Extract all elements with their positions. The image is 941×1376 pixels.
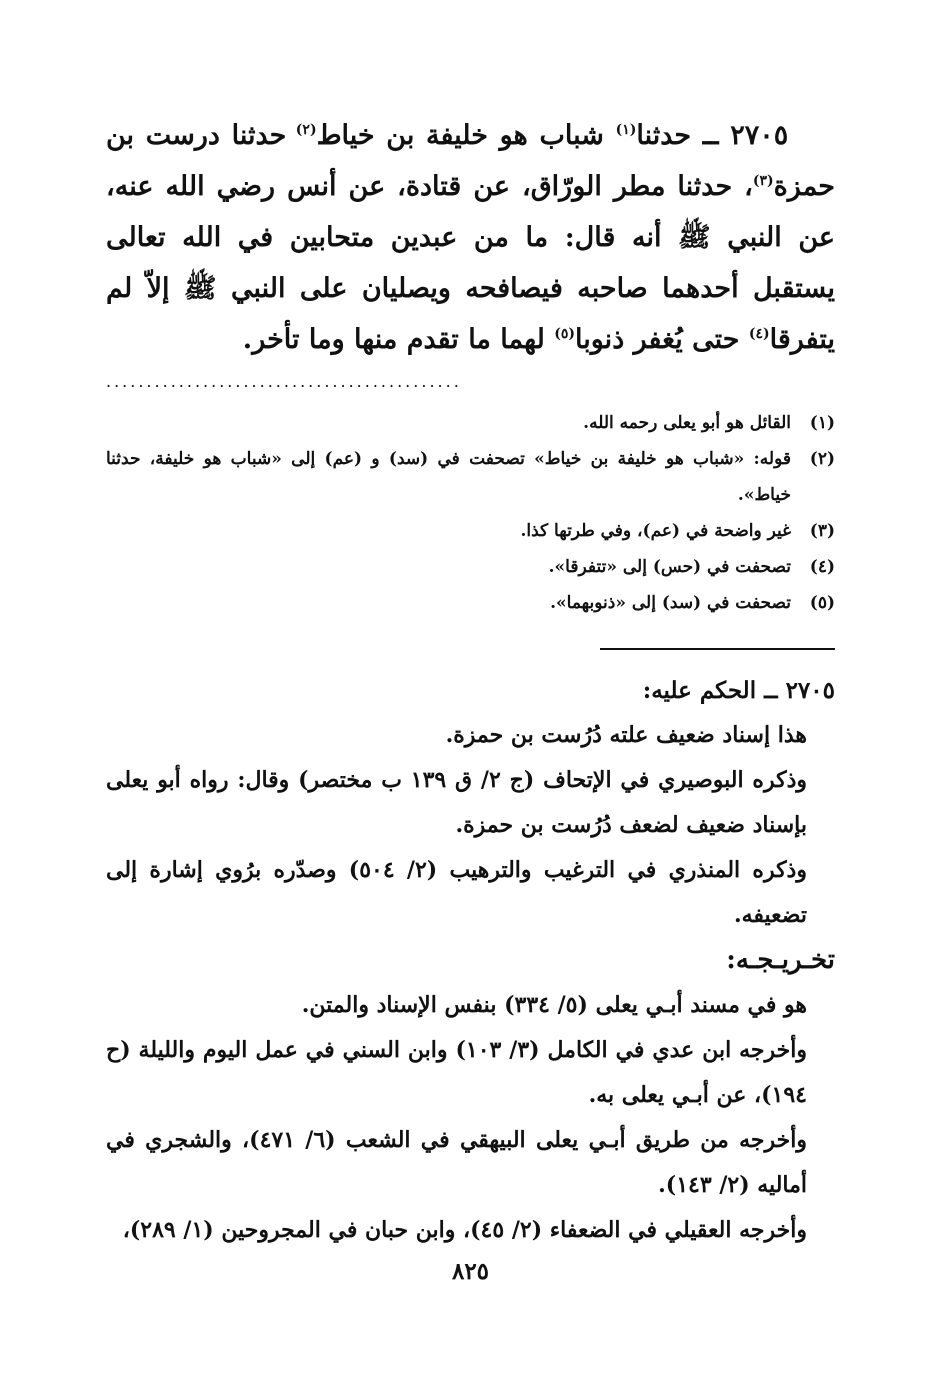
section-divider [600,648,835,650]
footnote-ref-4: (٤) [748,326,770,342]
hadith-narrator-3: حمزة [773,171,835,202]
hadith-matn: ، حدثنا مطر الورّاق، عن قتادة، عن أنس رضي الله عنه، عن النبي ﷺ أنه قال: ما من عبدين متحابين في الله تعالى يستقبل أحدهما صاحبه فيصافحه ويصليان على النبي ﷺ إلاّ لم يتفرقا [106,171,835,355]
hadith-paragraph [106,110,835,365]
footnote-ref-5: (٥) [554,326,575,342]
takhrij-paragraph: وأخرجه من طريق أبـي يعلى البيهقي في الشعب (٦/ ٤٧١)، والشجري في أماليه (٢/ ١٤٣). [106,1127,807,1198]
footnote-number: (٥) [809,593,835,613]
footnote-number: (٤) [809,557,835,577]
footnote-text: تصحفت في (سد) إلى «ذنوبهما». [550,593,791,613]
takhrij-paragraph: وأخرجه ابن عدي في الكامل (٣/ ١٠٣) وابن السني في عمل اليوم والليلة (ح ١٩٤)، عن أبـي يعلى به. [106,1037,807,1108]
footnote-text: القائل هو أبو يعلى رحمه الله. [583,413,791,433]
hadith-narrator-2: حدثنا درست بن [106,120,296,151]
footnote-text: تصحفت في (حس) إلى «تتفرقا». [548,557,791,577]
footnotes-list [106,405,835,621]
footnote-text: غير واضحة في (عم)، وفي طرتها كذا. [520,521,791,541]
hadith-narrator-1: شباب هو خليفة بن خياط [316,120,616,151]
commentary-section [106,668,835,1253]
footnote-item [106,441,835,513]
hadith-text [106,110,835,365]
footnote-separator: ............................................ [106,372,462,391]
footnote-ref-1: (١) [615,122,637,138]
hadith-opening: ٢٧٠٥ ــ حدثنا [636,120,789,151]
ruling-paragraph: وذكره البوصيري في الإتحاف (ج ٢/ ق ١٣٩ ب مختصر) وقال: رواه أبو يعلى بإسناد ضعيف لضعف دُرُست بن حمزة. [106,767,807,838]
footnote-ref-2: (٢) [295,122,317,138]
hadith-matn-3: لهما ما تقدم منها وما تأخر. [242,324,555,355]
footnote-ref-3: (٣) [752,173,774,189]
footnote-number: (١) [809,413,835,433]
footnote-item [106,585,835,621]
ruling-heading: ٢٧٠٥ ــ الحكم عليه: [642,677,835,704]
page-number: ٨٢٥ [451,1258,490,1285]
takhrij-heading: تخـريـجـه: [726,945,835,975]
footnote-number: (٣) [809,521,835,541]
ruling-paragraph: وذكره المنذري في الترغيب والترهيب (٢/ ٥٠٤) وصدّره برُوي إشارة إلى تضعيفه. [106,857,807,928]
footnote-item [106,405,835,441]
hadith-matn-2: حتى يُغفر ذنوبا [574,324,749,355]
ruling-paragraph: هذا إسناد ضعيف علته دُرُست بن حمزة. [445,722,807,748]
footnote-number: (٢) [809,449,835,469]
footnote-text: قوله: «شباب هو خليفة بن خياط» تصحفت في (سد) و (عم) إلى «شباب هو خليفة، حدثنا خياط». [106,449,791,505]
takhrij-paragraph: هو في مسند أبـي يعلى (٥/ ٣٣٤) بنفس الإسناد والمتن. [301,992,807,1018]
footnote-item [106,549,835,585]
footnote-item [106,513,835,549]
takhrij-paragraph: وأخرجه العقيلي في الضعفاء (٢/ ٤٥)، وابن حبان في المجروحين (١/ ٢٨٩)، [122,1217,807,1243]
